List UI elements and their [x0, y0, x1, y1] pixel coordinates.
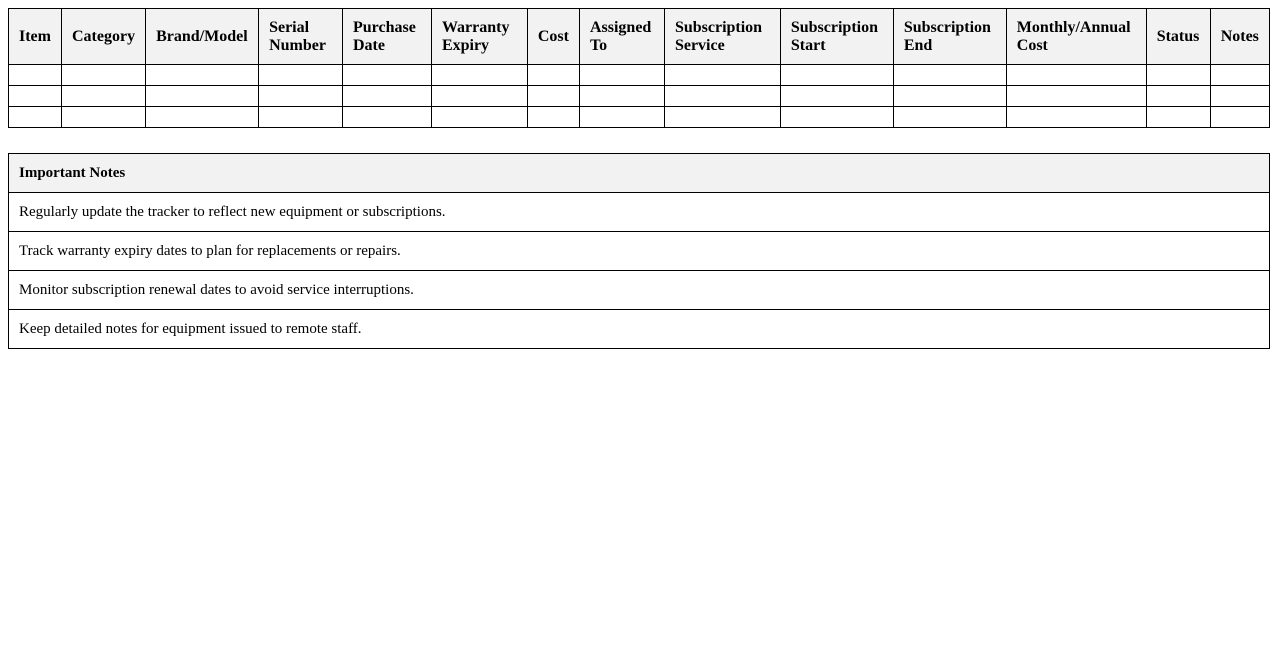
table-cell[interactable]	[893, 107, 1006, 128]
notes-title: Important Notes	[9, 154, 1270, 193]
table-cell[interactable]	[780, 86, 893, 107]
table-cell[interactable]	[259, 86, 343, 107]
note-row	[9, 193, 1270, 232]
table-cell[interactable]	[431, 65, 527, 86]
table-row	[9, 65, 1270, 86]
table-cell[interactable]	[146, 86, 259, 107]
table-row	[9, 107, 1270, 128]
note-row	[9, 271, 1270, 310]
table-cell[interactable]	[1006, 107, 1146, 128]
table-cell[interactable]	[1210, 65, 1269, 86]
table-cell[interactable]	[527, 65, 579, 86]
table-cell[interactable]	[1210, 86, 1269, 107]
table-cell[interactable]	[1146, 107, 1210, 128]
table-cell[interactable]	[579, 65, 664, 86]
note-item: Regularly update the tracker to reflect new equipment or subscriptions.	[9, 193, 1270, 232]
important-notes-table	[8, 153, 1270, 349]
column-header-subscription-start: Subscription Start	[780, 9, 893, 65]
column-header-subscription-service: Subscription Service	[664, 9, 780, 65]
table-cell[interactable]	[146, 107, 259, 128]
table-cell[interactable]	[1006, 86, 1146, 107]
table-cell[interactable]	[9, 65, 62, 86]
table-cell[interactable]	[343, 107, 432, 128]
table-cell[interactable]	[343, 86, 432, 107]
table-cell[interactable]	[527, 86, 579, 107]
column-header-serial-number: Serial Number	[259, 9, 343, 65]
column-header-cost: Cost	[527, 9, 579, 65]
column-header-category: Category	[61, 9, 145, 65]
column-header-brand-model: Brand/Model	[146, 9, 259, 65]
table-cell[interactable]	[527, 107, 579, 128]
page-content	[8, 8, 1270, 349]
table-cell[interactable]	[893, 65, 1006, 86]
table-cell[interactable]	[259, 65, 343, 86]
column-header-item: Item	[9, 9, 62, 65]
column-header-monthly-annual-cost: Monthly/Annual Cost	[1006, 9, 1146, 65]
table-cell[interactable]	[146, 65, 259, 86]
note-item: Track warranty expiry dates to plan for replacements or repairs.	[9, 232, 1270, 271]
table-cell[interactable]	[893, 86, 1006, 107]
table-cell[interactable]	[579, 107, 664, 128]
table-cell[interactable]	[61, 65, 145, 86]
notes-header-row	[9, 154, 1270, 193]
column-header-warranty-expiry: Warranty Expiry	[431, 9, 527, 65]
table-cell[interactable]	[780, 65, 893, 86]
column-header-subscription-end: Subscription End	[893, 9, 1006, 65]
table-cell[interactable]	[1006, 65, 1146, 86]
table-cell[interactable]	[664, 65, 780, 86]
column-header-status: Status	[1146, 9, 1210, 65]
equipment-tracker-table	[8, 8, 1270, 128]
table-cell[interactable]	[1210, 107, 1269, 128]
table-row	[9, 86, 1270, 107]
table-cell[interactable]	[664, 107, 780, 128]
table-cell[interactable]	[431, 86, 527, 107]
note-row	[9, 232, 1270, 271]
table-cell[interactable]	[1146, 86, 1210, 107]
note-row	[9, 310, 1270, 349]
column-header-purchase-date: Purchase Date	[343, 9, 432, 65]
column-header-assigned-to: Assigned To	[579, 9, 664, 65]
table-cell[interactable]	[1146, 65, 1210, 86]
note-item: Monitor subscription renewal dates to avoid service interruptions.	[9, 271, 1270, 310]
table-header-row	[9, 9, 1270, 65]
table-cell[interactable]	[9, 86, 62, 107]
table-cell[interactable]	[9, 107, 62, 128]
table-cell[interactable]	[579, 86, 664, 107]
column-header-notes: Notes	[1210, 9, 1269, 65]
table-cell[interactable]	[431, 107, 527, 128]
note-item: Keep detailed notes for equipment issued to remote staff.	[9, 310, 1270, 349]
table-cell[interactable]	[664, 86, 780, 107]
table-cell[interactable]	[259, 107, 343, 128]
table-cell[interactable]	[61, 107, 145, 128]
table-cell[interactable]	[343, 65, 432, 86]
table-cell[interactable]	[780, 107, 893, 128]
table-cell[interactable]	[61, 86, 145, 107]
